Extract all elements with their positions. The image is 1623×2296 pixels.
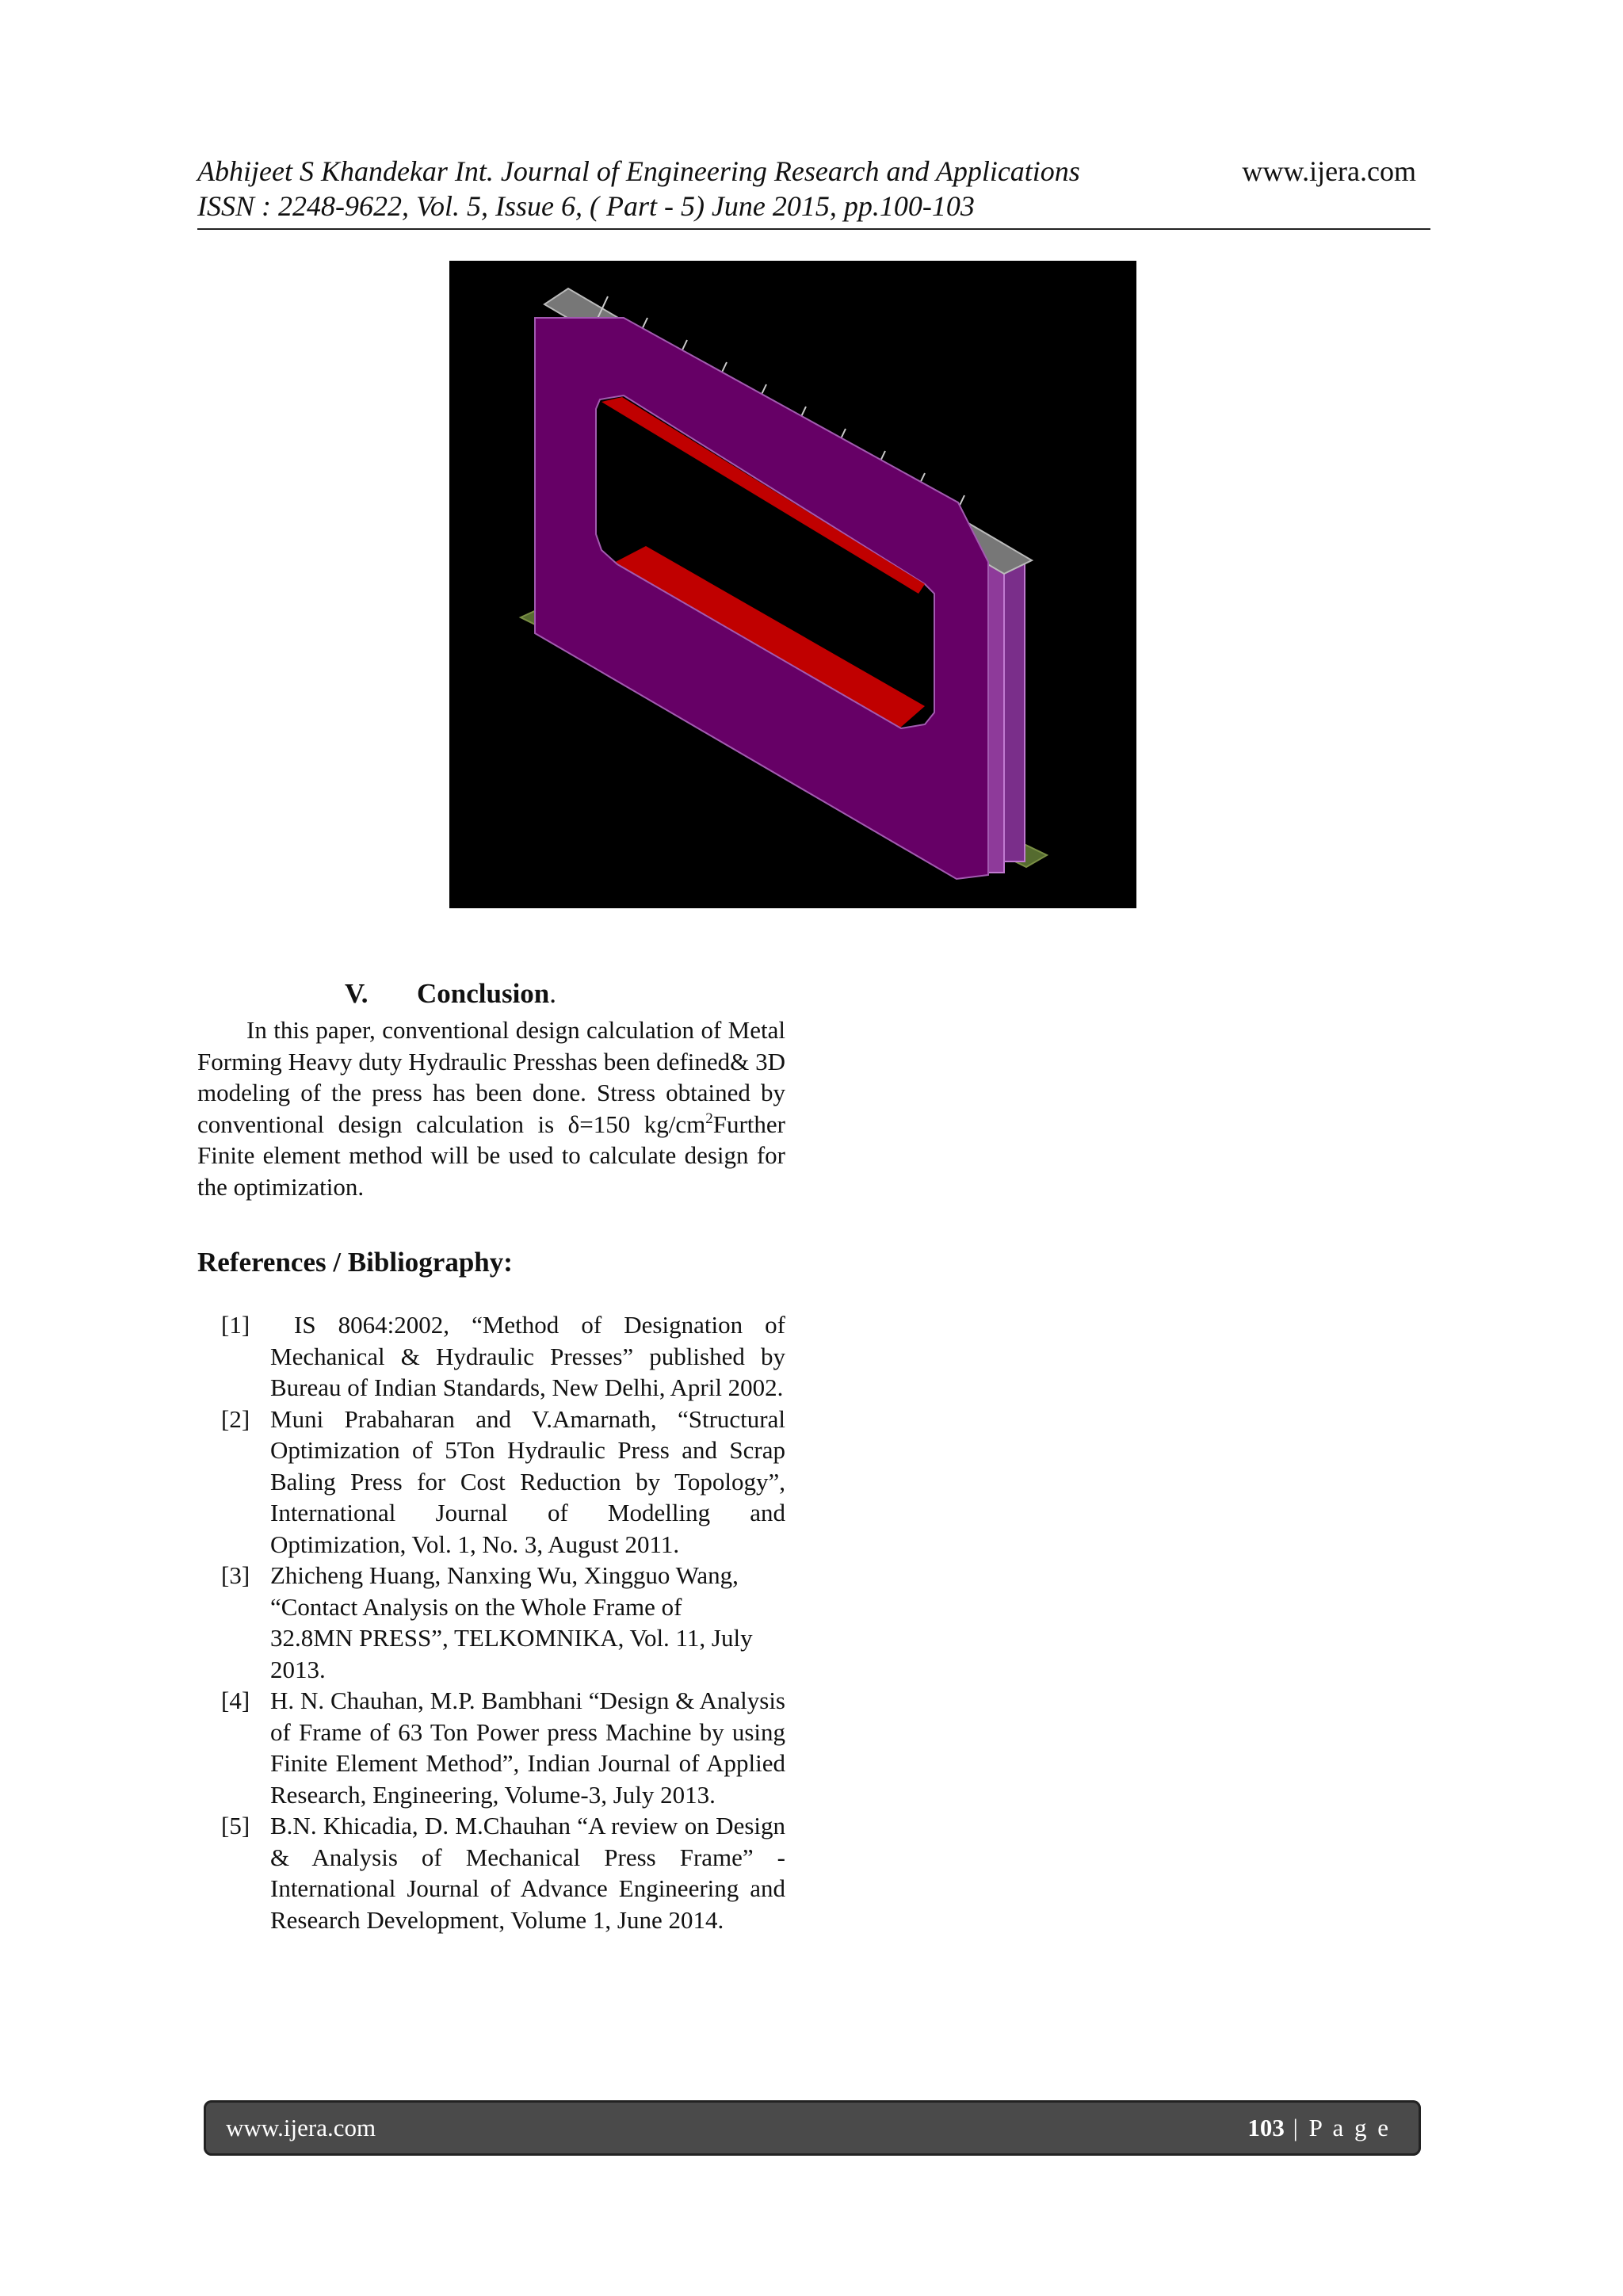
references-heading: References / Bibliography: bbox=[197, 1247, 513, 1278]
reference-text: H. N. Chauhan, M.P. Bambhani “Design & Analysis of Frame of 63 Ton Power press Machine by using Finite Element Method”, Indian Journal of Applied Research, Engineering, Volume-3, July 2013. bbox=[270, 1687, 785, 1809]
reference-item bbox=[197, 1309, 785, 1404]
reference-number: [3] bbox=[221, 1561, 250, 1589]
reference-item bbox=[197, 1560, 785, 1685]
footer-website-link[interactable]: www.ijera.com bbox=[226, 2114, 376, 2141]
press-frame-3d-figure bbox=[449, 261, 1136, 908]
reference-text: Zhicheng Huang, Nanxing Wu, Xingguo Wang, “Contact Analysis on the Whole Frame of 32.8MN PRESS”, TELKOMNIKA, Vol. 11, July 2013. bbox=[270, 1561, 753, 1683]
page-footer bbox=[204, 2100, 1421, 2156]
issn-line: ISSN : 2248-9622, Vol. 5, Issue 6, ( Part - 5) June 2015, pp.100-103 bbox=[197, 190, 975, 222]
journal-citation-line: Abhijeet S Khandekar Int. Journal of Engineering Research and Applications bbox=[197, 155, 1080, 187]
reference-number: [5] bbox=[221, 1812, 250, 1839]
reference-text: B.N. Khicadia, D. M.Chauhan “A review on Design & Analysis of Mechanical Press Frame” -International Journal of Advance Engineering and Research Development, Volume 1, June 2014. bbox=[270, 1812, 785, 1934]
press-frame-render bbox=[449, 261, 1136, 908]
page-number: 103 | P a g e bbox=[1247, 2114, 1391, 2141]
reference-number: [4] bbox=[221, 1687, 250, 1714]
section-number: V. bbox=[345, 978, 369, 1009]
reference-list bbox=[197, 1309, 785, 1935]
reference-item bbox=[197, 1810, 785, 1935]
running-header bbox=[197, 152, 1430, 230]
section-title: Conclusion. bbox=[417, 978, 557, 1009]
reference-text: Muni Prabaharan and V.Amarnath, “Structural Optimization of 5Ton Hydraulic Press and Scrap Baling Press for Cost Reduction by Topology”, International Journal of Modelling and Optimization, Vol. 1, No. 3, August 2011. bbox=[270, 1404, 785, 1558]
reference-item bbox=[197, 1685, 785, 1810]
reference-number: [1] bbox=[221, 1311, 250, 1339]
header-website-link[interactable]: www.ijera.com bbox=[1242, 155, 1416, 187]
conclusion-paragraph: In this paper, conventional design calculation of Metal Forming Heavy duty Hydraulic Presshas been defined& 3D modeling of the press has been done. Stress obtained by conventional design calculation is δ=150 $kg/cm^2Further$ Finite element method will be used to calculate design for the optimization. bbox=[197, 1016, 785, 1201]
reference-number: [2] bbox=[221, 1404, 250, 1433]
reference-text: IS 8064:2002, “Method of Designation of Mechanical & Hydraulic Presses” published by Bureau of Indian Standards, New Delhi, April 2002. bbox=[270, 1311, 785, 1401]
frame-side-plate-front bbox=[987, 558, 1004, 873]
superscript-2: 2 bbox=[705, 1110, 713, 1127]
frame-side-plate-back bbox=[1004, 564, 1025, 861]
left-column bbox=[197, 973, 785, 1935]
conclusion-heading bbox=[197, 973, 785, 1014]
reference-item bbox=[197, 1404, 785, 1561]
